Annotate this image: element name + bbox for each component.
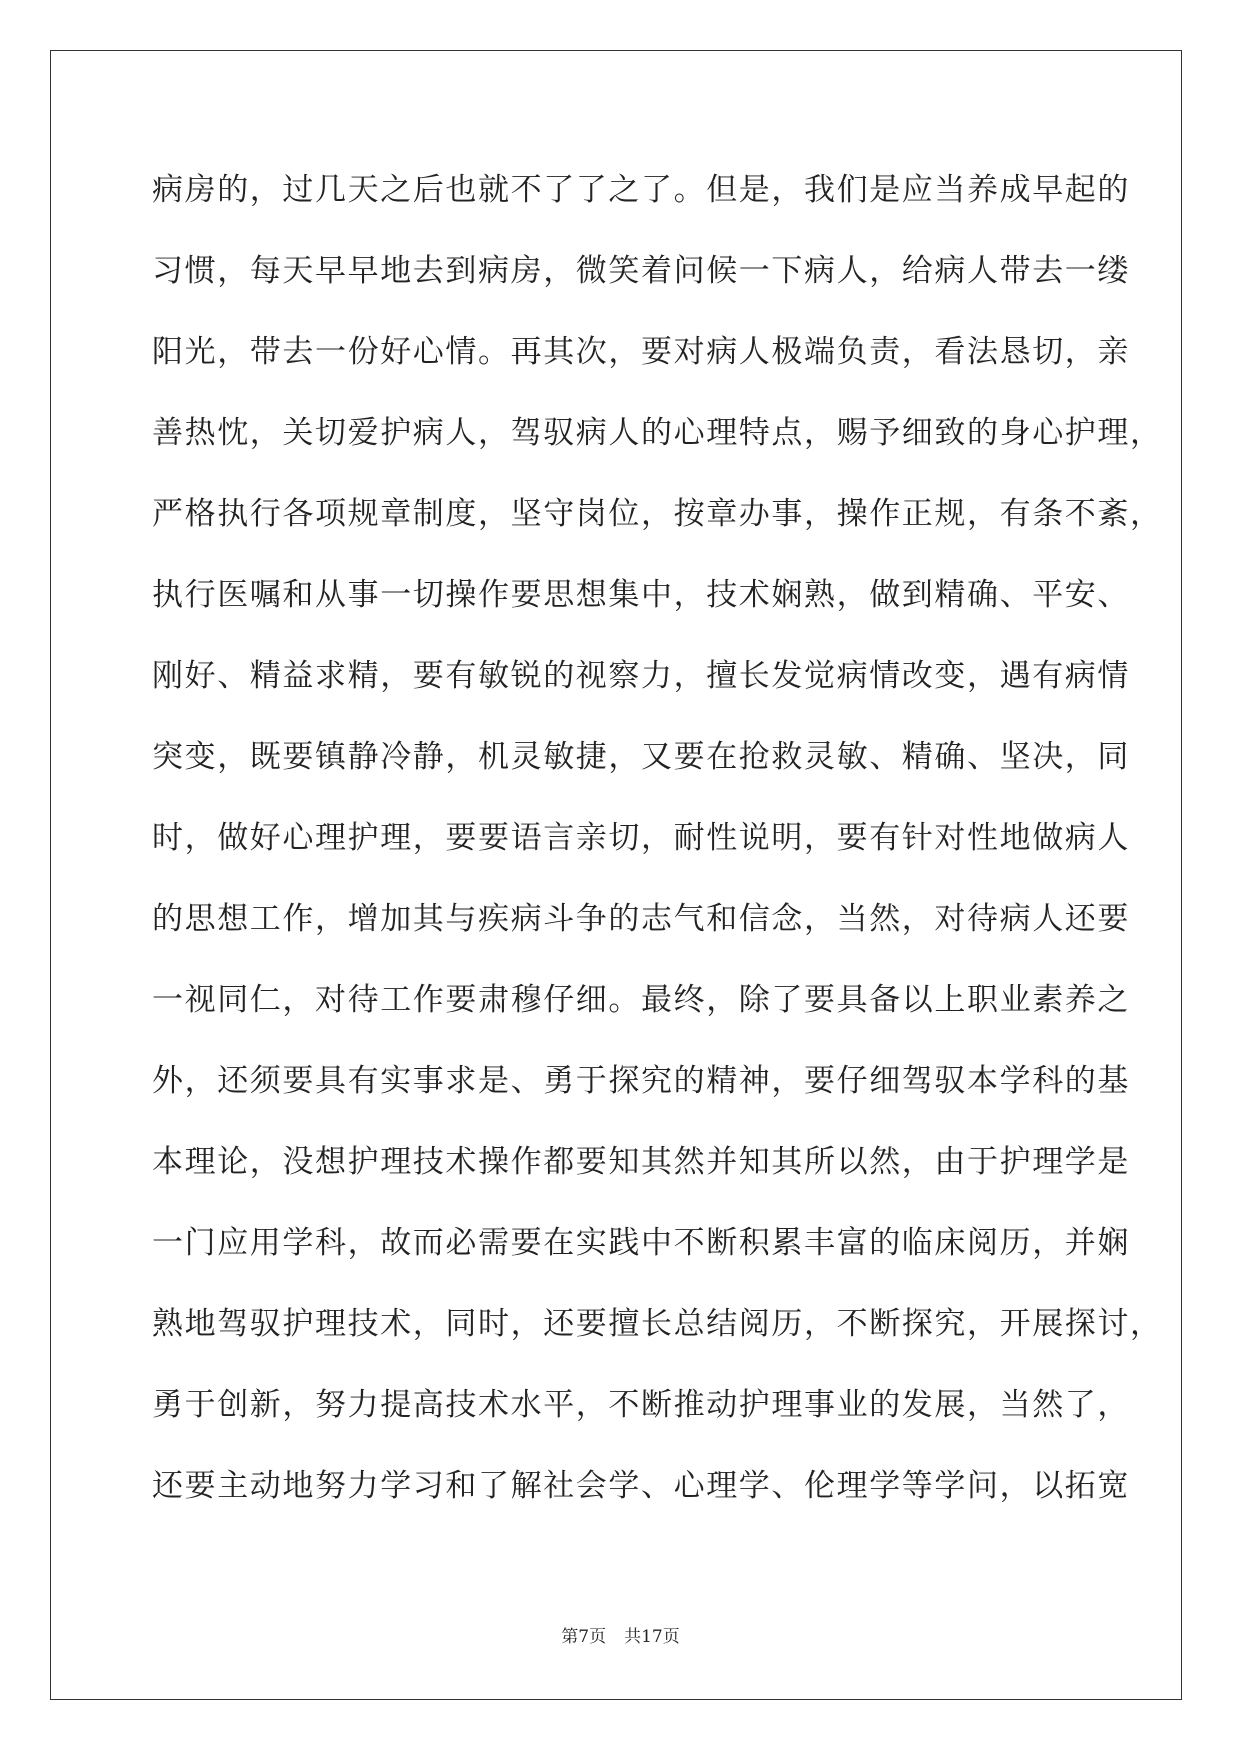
text-line: 执行医嘱和从事一切操作要思想集中，技术娴熟，做到精确、平安、 [152,577,1130,613]
text-line: 病房的，过几天之后也就不了了之了。但是，我们是应当养成早起的 [152,172,1130,208]
text-line: 一视同仁，对待工作要肃穆仔细。最终，除了要具备以上职业素养之 [152,982,1130,1018]
document-body [152,160,1163,1537]
text-line: 习惯，每天早早地去到病房，微笑着问候一下病人，给病人带去一缕 [152,253,1130,289]
text-line: 勇于创新，努力提高技术水平，不断推动护理事业的发展，当然了， [152,1387,1130,1423]
text-line: 熟地驾驭护理技术，同时，还要擅长总结阅历，不断探究，开展探讨， [152,1306,1163,1342]
page-footer [0,1622,1241,1647]
text-line: 善热忱，关切爱护病人，驾驭病人的心理特点，赐予细致的身心护理， [152,415,1163,451]
text-line: 外，还须要具有实事求是、勇于探究的精神，要仔细驾驭本学科的基 [152,1063,1130,1099]
text-line: 的思想工作，增加其与疾病斗争的志气和信念，当然，对待病人还要 [152,901,1130,937]
total-pages: 共17页 [624,1627,680,1647]
text-line: 阳光，带去一份好心情。再其次，要对病人极端负责，看法恳切，亲 [152,334,1130,370]
text-line: 刚好、精益求精，要有敏锐的视察力，擅长发觉病情改变，遇有病情 [152,658,1130,694]
page-number: 第7页 [561,1627,607,1647]
text-line: 一门应用学科，故而必需要在实践中不断积累丰富的临床阅历，并娴 [152,1225,1130,1261]
text-line: 严格执行各项规章制度，坚守岗位，按章办事，操作正规，有条不紊， [152,496,1163,532]
text-line: 时，做好心理护理，要要语言亲切，耐性说明，要有针对性地做病人 [152,820,1130,856]
text-line: 本理论，没想护理技术操作都要知其然并知其所以然，由于护理学是 [152,1144,1130,1180]
text-line: 还要主动地努力学习和了解社会学、心理学、伦理学等学问，以拓宽 [152,1468,1130,1504]
text-line: 突变，既要镇静冷静，机灵敏捷，又要在抢救灵敏、精确、坚决，同 [152,739,1130,775]
